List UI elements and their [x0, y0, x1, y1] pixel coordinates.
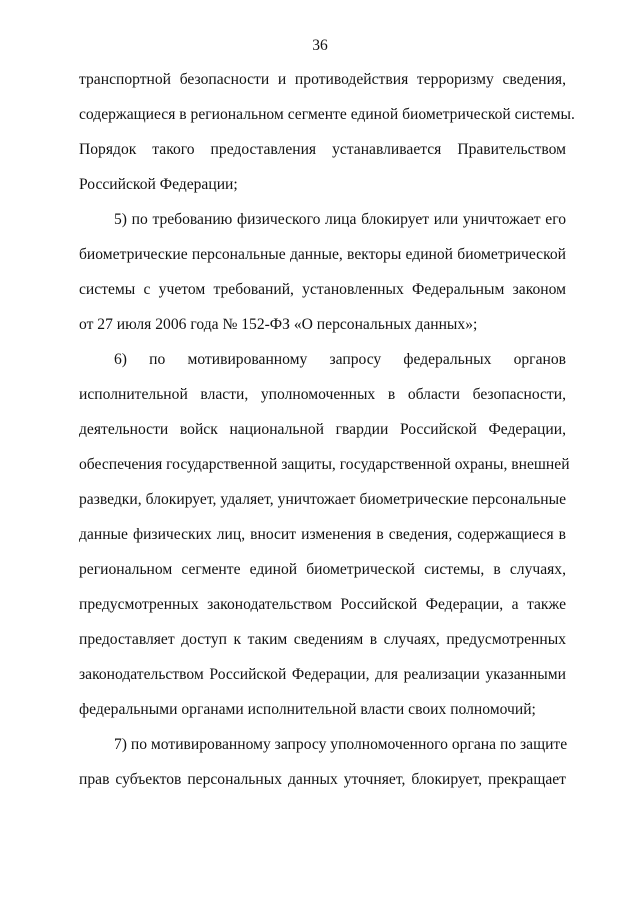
- text-line: обеспечения государственной защиты, государственной охраны, внешней: [79, 456, 570, 473]
- text-line: транспортной безопасности и противодействия терроризму сведения,: [79, 71, 566, 88]
- text-line: Порядок такого предоставления устанавливается Правительством: [79, 141, 566, 158]
- text-line: исполнительной власти, уполномоченных в области безопасности,: [79, 386, 566, 403]
- text-line: федеральными органами исполнительной власти своих полномочий;: [79, 701, 536, 718]
- text-line: предоставляет доступ к таким сведениям в случаях, предусмотренных: [79, 631, 566, 648]
- text-line: от 27 июля 2006 года № 152-ФЗ «О персональных данных»;: [79, 316, 478, 333]
- text-line: деятельности войск национальной гвардии Российской Федерации,: [79, 421, 566, 438]
- text-line: региональном сегменте единой биометрической системы, в случаях,: [79, 561, 566, 578]
- page-number: 36: [312, 37, 328, 54]
- text-line: законодательством Российской Федерации, для реализации указанными: [79, 666, 566, 683]
- text-line: 6) по мотивированному запросу федеральных органов: [114, 351, 566, 368]
- text-line: биометрические персональные данные, векторы единой биометрической: [79, 246, 566, 263]
- text-line: системы с учетом требований, установленных Федеральным законом: [79, 281, 566, 298]
- text-line: 5) по требованию физического лица блокирует или уничтожает его: [114, 211, 566, 228]
- text-line: Российской Федерации;: [79, 176, 238, 193]
- text-line: разведки, блокирует, удаляет, уничтожает биометрические персональные: [79, 491, 566, 508]
- text-line: предусмотренных законодательством Российской Федерации, а также: [79, 596, 566, 613]
- text-line: содержащиеся в региональном сегменте единой биометрической системы.: [79, 106, 575, 123]
- text-line: прав субъектов персональных данных уточняет, блокирует, прекращает: [79, 771, 566, 788]
- text-line: данные физических лиц, вносит изменения в сведения, содержащиеся в: [79, 526, 566, 543]
- text-line: 7) по мотивированному запросу уполномоченного органа по защите: [114, 736, 568, 753]
